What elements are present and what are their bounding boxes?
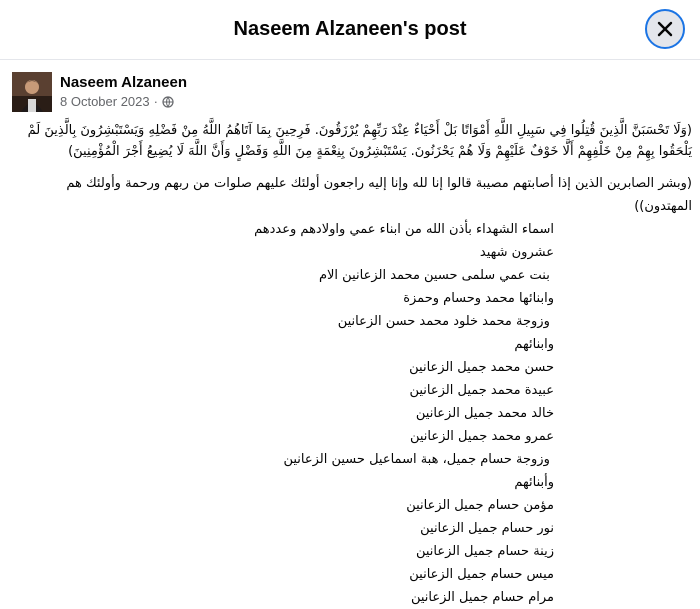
post-line: عمرو محمد جميل الزعانين [409,429,554,444]
post-line: اسماء الشهداء بأذن الله من ابناء عمي واولادهم وعددهم [254,222,554,237]
post-line: (وبشر الصابرين الذين إذا أصابتهم مصيبة قالوا إنا لله وإنا إليه راجعون أولئك عليهم صلوات من ربهم ورحمة وأولئك هم المهتدون)) [62,176,692,214]
post-verse: (وَلَا تَحْسَبَنَّ الَّذِينَ قُتِلُوا فِي سَبِيلِ اللَّهِ أَمْوَاتًا بَلْ أَحْيَاءٌ عِنْدَ رَبِّهِمْ يُرْزَقُونَ. فَرِحِينَ بِمَا آتَاهُمُ اللَّهُ مِنْ فَضْلِهِ وَيَسْتَبْشِرُونَ بِالَّذِينَ لَمْ يَلْحَقُوا بِهِمْ مِنْ خَلْفِهِمْ أَلَّا خَوْفٌ عَلَيْهِمْ وَلَا هُمْ يَحْزَنُونَ. يَسْتَبْشِرُونَ بِنِعْمَةٍ مِنَ اللَّهِ وَفَضْلٍ وَأَنَّ اللَّهَ لَا يُضِيعُ أَجْرَ الْمُؤْمِنِينَ) [27,123,692,159]
post-line: مرام حسام جميل الزعانين [410,590,554,605]
post-line: وزوجة حسام جميل، هبة اسماعيل حسين الزعانين [283,452,554,467]
close-icon [657,21,673,37]
post-author-row [12,72,692,112]
post-line: ميس حسام جميل الزعانين [409,567,554,582]
post-line: وابنائها محمد وحسام وحمزة [403,291,554,306]
post-line: خالد محمد جميل الزعانين [415,406,554,421]
post-line: وأبنائهم [514,475,554,490]
post-line: مؤمن حسام جميل الزعانين [406,498,554,513]
close-button[interactable] [645,9,685,49]
post-line: وابنائهم [514,337,554,352]
post-date[interactable]: 8 October 2023 [60,94,150,109]
globe-icon[interactable] [162,96,174,108]
author-name[interactable]: Naseem Alzaneen [60,74,188,91]
post-body [12,120,692,605]
avatar[interactable] [12,72,52,112]
dialog-header [0,0,700,60]
post-meta [60,94,174,109]
post-line: وزوجة محمد خلود محمد حسن الزعانين [337,314,554,329]
post-line: بنت عمي سلمى حسين محمد الزعانين الام [318,268,554,283]
post-line: عشرون شهيد [479,245,554,260]
dialog-title: Naseem Alzaneen's post [233,18,467,40]
post-line: زينة حسام جميل الزعانين [415,544,554,559]
post-line: عبيدة محمد جميل الزعانين [409,383,554,398]
post-line: حسن محمد جميل الزعانين [409,360,554,375]
post-line: نور حسام جميل الزعانين [420,521,554,536]
meta-separator: · [153,94,158,109]
